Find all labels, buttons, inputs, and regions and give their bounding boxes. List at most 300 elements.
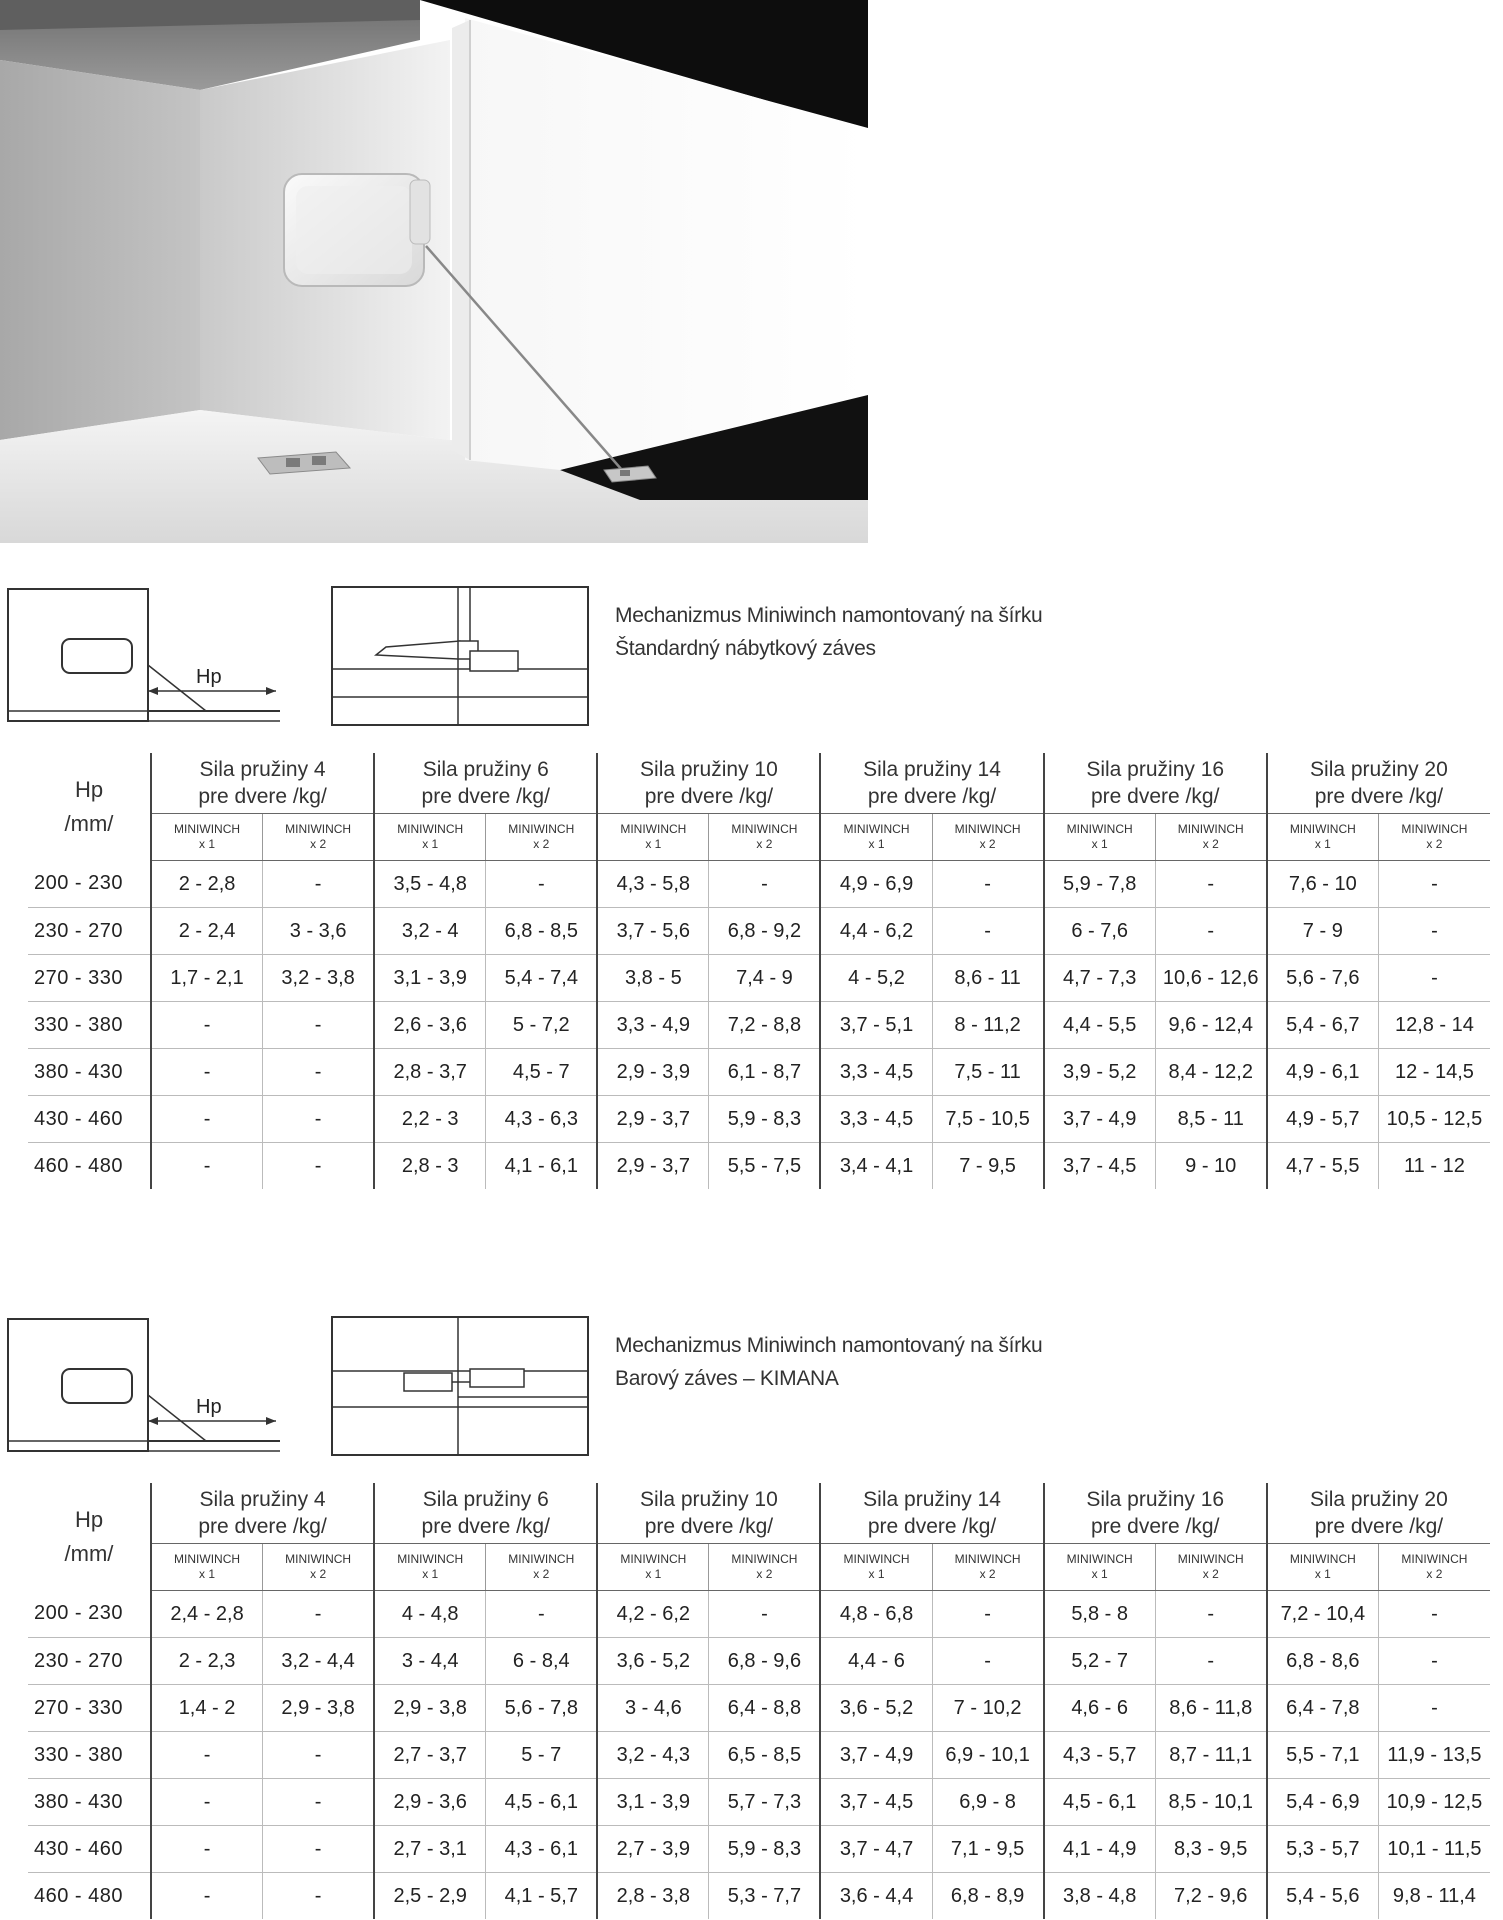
spring-group-header bbox=[597, 753, 820, 814]
force-value-cell: 6,1 - 8,7 bbox=[709, 1049, 821, 1096]
force-value-cell: 6,4 - 8,8 bbox=[709, 1685, 821, 1732]
sub-mult: x 2 bbox=[756, 1567, 773, 1581]
force-value-cell: 3,4 - 4,1 bbox=[820, 1143, 932, 1190]
force-value-cell: 8,6 - 11 bbox=[932, 955, 1044, 1002]
force-value-cell: 6,4 - 7,8 bbox=[1267, 1685, 1379, 1732]
sub-mult: x 1 bbox=[1314, 1567, 1331, 1581]
force-value-cell: 4,4 - 5,5 bbox=[1044, 1002, 1156, 1049]
group-header-row bbox=[28, 753, 1490, 814]
force-value-cell: - bbox=[263, 1873, 375, 1920]
hp-diagram-label: Hp bbox=[196, 1396, 222, 1418]
spring-force-table bbox=[28, 753, 1490, 1189]
sub-mult: x 2 bbox=[979, 1567, 996, 1581]
group-subtitle: pre dvere /kg/ bbox=[421, 785, 550, 808]
force-value-cell: 3,5 - 4,8 bbox=[374, 861, 486, 908]
force-value-cell: 7,5 - 11 bbox=[932, 1049, 1044, 1096]
miniwinch-x1-header bbox=[820, 1544, 932, 1591]
force-value-cell: 10,1 - 11,5 bbox=[1378, 1826, 1490, 1873]
section-caption bbox=[615, 1329, 1042, 1395]
sub-name: MINIWINCH bbox=[1066, 822, 1133, 836]
force-value-cell: 5,4 - 7,4 bbox=[486, 955, 598, 1002]
miniwinch-x2-header bbox=[1155, 814, 1267, 861]
force-value-cell: 2,7 - 3,7 bbox=[374, 1732, 486, 1779]
spring-group-header bbox=[1044, 1483, 1267, 1544]
miniwinch-x1-header bbox=[1267, 1544, 1379, 1591]
force-value-cell: - bbox=[1378, 955, 1490, 1002]
spring-group-header bbox=[151, 753, 374, 814]
force-value-cell: 2 - 2,8 bbox=[151, 861, 263, 908]
sub-name: MINIWINCH bbox=[1289, 1552, 1356, 1566]
force-value-cell: 4 - 4,8 bbox=[374, 1591, 486, 1638]
hp-range-cell: 380 - 430 bbox=[28, 1779, 151, 1826]
group-title: Sila pružiny 20 bbox=[1310, 1488, 1448, 1511]
force-value-cell: 3,6 - 5,2 bbox=[597, 1638, 709, 1685]
force-value-cell: 8,5 - 11 bbox=[1155, 1096, 1267, 1143]
miniwinch-x1-header bbox=[597, 1544, 709, 1591]
sub-mult: x 1 bbox=[1091, 1567, 1108, 1581]
force-value-cell: - bbox=[263, 1143, 375, 1190]
force-value-cell: 8,6 - 11,8 bbox=[1155, 1685, 1267, 1732]
miniwinch-x1-header bbox=[374, 1544, 486, 1591]
table-row bbox=[28, 1049, 1490, 1096]
force-value-cell: 2,9 - 3,8 bbox=[374, 1685, 486, 1732]
force-value-cell: 3,2 - 4,4 bbox=[263, 1638, 375, 1685]
force-value-cell: 3,7 - 4,5 bbox=[820, 1779, 932, 1826]
force-value-cell: 9,6 - 12,4 bbox=[1155, 1002, 1267, 1049]
table-row bbox=[28, 1591, 1490, 1638]
hp-range-cell: 270 - 330 bbox=[28, 955, 151, 1002]
force-value-cell: - bbox=[709, 1591, 821, 1638]
table-row bbox=[28, 1779, 1490, 1826]
spring-group-header bbox=[597, 1483, 820, 1544]
miniwinch-x2-header bbox=[486, 814, 598, 861]
force-value-cell: 4,4 - 6 bbox=[820, 1638, 932, 1685]
spring-group-header bbox=[1267, 753, 1490, 814]
force-value-cell: 6 - 8,4 bbox=[486, 1638, 598, 1685]
group-subtitle: pre dvere /kg/ bbox=[867, 1515, 997, 1538]
force-value-cell: 5,7 - 7,3 bbox=[709, 1779, 821, 1826]
force-value-cell: - bbox=[1155, 1638, 1267, 1685]
force-value-cell: 5,6 - 7,6 bbox=[1267, 955, 1379, 1002]
force-value-cell: 4,5 - 6,1 bbox=[1044, 1779, 1156, 1826]
force-value-cell: 3,1 - 3,9 bbox=[597, 1779, 709, 1826]
group-title: Sila pružiny 4 bbox=[199, 758, 326, 781]
sub-name: MINIWINCH bbox=[1066, 1552, 1133, 1566]
force-value-cell: - bbox=[263, 1049, 375, 1096]
force-value-cell: - bbox=[932, 908, 1044, 955]
miniwinch-x2-header bbox=[709, 1544, 821, 1591]
sub-name: MINIWINCH bbox=[731, 1552, 798, 1566]
miniwinch-x2-header bbox=[1378, 814, 1490, 861]
force-value-cell: 7 - 9 bbox=[1267, 908, 1379, 955]
unit-label: /mm/ bbox=[64, 1540, 114, 1566]
group-title: Sila pružiny 20 bbox=[1310, 758, 1448, 781]
sub-mult: x 1 bbox=[645, 1567, 662, 1581]
force-value-cell: 3,7 - 4,5 bbox=[1044, 1143, 1156, 1190]
group-title: Sila pružiny 10 bbox=[640, 1488, 778, 1511]
miniwinch-x2-header bbox=[932, 814, 1044, 861]
force-value-cell: 3,2 - 3,8 bbox=[263, 955, 375, 1002]
force-value-cell: 1,4 - 2 bbox=[151, 1685, 263, 1732]
force-value-cell: 2 - 2,4 bbox=[151, 908, 263, 955]
force-value-cell: 6,5 - 8,5 bbox=[709, 1732, 821, 1779]
hp-range-cell: 200 - 230 bbox=[28, 861, 151, 908]
sub-name: MINIWINCH bbox=[174, 1552, 241, 1566]
group-title: Sila pružiny 6 bbox=[422, 758, 549, 781]
force-value-cell: 4,4 - 6,2 bbox=[820, 908, 932, 955]
force-value-cell: 1,7 - 2,1 bbox=[151, 955, 263, 1002]
force-value-cell: - bbox=[151, 1732, 263, 1779]
force-value-cell: 3,6 - 4,4 bbox=[820, 1873, 932, 1920]
group-title: Sila pružiny 4 bbox=[199, 1488, 326, 1511]
force-value-cell: 6,9 - 8 bbox=[932, 1779, 1044, 1826]
force-value-cell: - bbox=[263, 1732, 375, 1779]
force-value-cell: 5,8 - 8 bbox=[1044, 1591, 1156, 1638]
force-value-cell: 5,2 - 7 bbox=[1044, 1638, 1156, 1685]
sub-name: MINIWINCH bbox=[508, 1552, 575, 1566]
force-value-cell: - bbox=[263, 1591, 375, 1638]
group-subtitle: pre dvere /kg/ bbox=[198, 785, 327, 808]
hp-range-cell: 460 - 480 bbox=[34, 1884, 124, 1907]
force-value-cell: - bbox=[151, 1096, 263, 1143]
sub-mult: x 2 bbox=[979, 837, 996, 851]
force-value-cell: 2,7 - 3,1 bbox=[374, 1826, 486, 1873]
force-value-cell: 6,8 - 9,6 bbox=[709, 1638, 821, 1685]
spring-group-header bbox=[1267, 1483, 1490, 1544]
sub-mult: x 2 bbox=[533, 1567, 550, 1581]
group-title: Sila pružiny 14 bbox=[863, 758, 1001, 781]
group-subtitle: pre dvere /kg/ bbox=[644, 785, 774, 808]
force-value-cell: 5,4 - 5,6 bbox=[1267, 1873, 1379, 1920]
force-value-cell: 3,2 - 4 bbox=[374, 908, 486, 955]
subheader-row bbox=[28, 1544, 1490, 1591]
hp-header bbox=[28, 753, 151, 861]
miniwinch-x2-header bbox=[1155, 1544, 1267, 1591]
force-value-cell: - bbox=[263, 1826, 375, 1873]
force-value-cell: 3,9 - 5,2 bbox=[1044, 1049, 1156, 1096]
force-value-cell: 4,7 - 5,5 bbox=[1267, 1143, 1379, 1190]
force-value-cell: 6,8 - 8,9 bbox=[932, 1873, 1044, 1920]
sub-name: MINIWINCH bbox=[508, 822, 575, 836]
force-value-cell: - bbox=[1378, 1591, 1490, 1638]
force-value-cell: 5,6 - 7,8 bbox=[486, 1685, 598, 1732]
sub-mult: x 1 bbox=[1091, 837, 1108, 851]
force-value-cell: 3,6 - 5,2 bbox=[820, 1685, 932, 1732]
group-subtitle: pre dvere /kg/ bbox=[421, 1515, 550, 1538]
force-value-cell: 10,6 - 12,6 bbox=[1155, 955, 1267, 1002]
spring-table bbox=[28, 1483, 1490, 1919]
force-value-cell: 2 - 2,3 bbox=[151, 1638, 263, 1685]
force-value-cell: 5,3 - 5,7 bbox=[1267, 1826, 1379, 1873]
subheader-row bbox=[28, 814, 1490, 861]
force-value-cell: - bbox=[1378, 861, 1490, 908]
sub-name: MINIWINCH bbox=[843, 1552, 910, 1566]
spring-group-header bbox=[374, 1483, 597, 1544]
spring-group-header bbox=[374, 753, 597, 814]
force-value-cell: 3,2 - 4,3 bbox=[597, 1732, 709, 1779]
force-value-cell: - bbox=[151, 1779, 263, 1826]
sub-name: MINIWINCH bbox=[954, 1552, 1021, 1566]
sub-mult: x 1 bbox=[199, 837, 216, 851]
force-value-cell: 7,2 - 9,6 bbox=[1155, 1873, 1267, 1920]
force-value-cell: 3,7 - 5,1 bbox=[820, 1002, 932, 1049]
miniwinch-x2-header bbox=[486, 1544, 598, 1591]
sub-name: MINIWINCH bbox=[174, 822, 241, 836]
hp-diagram-label: Hp bbox=[196, 666, 222, 688]
group-subtitle: pre dvere /kg/ bbox=[867, 785, 997, 808]
miniwinch-x1-header bbox=[1044, 814, 1156, 861]
group-title: Sila pružiny 10 bbox=[640, 758, 778, 781]
force-value-cell: - bbox=[932, 861, 1044, 908]
sub-mult: x 2 bbox=[1426, 1567, 1443, 1581]
sub-name: MINIWINCH bbox=[397, 1552, 464, 1566]
force-value-cell: 3,7 - 5,6 bbox=[597, 908, 709, 955]
group-subtitle: pre dvere /kg/ bbox=[1314, 785, 1444, 808]
group-subtitle: pre dvere /kg/ bbox=[1091, 1515, 1220, 1538]
group-subtitle: pre dvere /kg/ bbox=[1314, 1515, 1444, 1538]
force-value-cell: 4,3 - 6,1 bbox=[486, 1826, 598, 1873]
sub-mult: x 1 bbox=[1314, 837, 1331, 851]
sub-mult: x 1 bbox=[422, 837, 439, 851]
force-value-cell: - bbox=[932, 1638, 1044, 1685]
caption-line-1: Mechanizmus Miniwinch namontovaný na šírku bbox=[615, 604, 1043, 627]
group-title: Sila pružiny 16 bbox=[1086, 1488, 1225, 1511]
force-value-cell: 4,1 - 4,9 bbox=[1044, 1826, 1156, 1873]
force-value-cell: 11 - 12 bbox=[1378, 1143, 1490, 1190]
force-value-cell: 7,6 - 10 bbox=[1267, 861, 1379, 908]
group-header-row bbox=[28, 1483, 1490, 1544]
force-value-cell: 4,1 - 6,1 bbox=[486, 1143, 598, 1190]
force-value-cell: 7 - 10,2 bbox=[932, 1685, 1044, 1732]
sub-mult: x 1 bbox=[868, 1567, 885, 1581]
miniwinch-x1-header bbox=[1044, 1544, 1156, 1591]
force-value-cell: - bbox=[263, 1096, 375, 1143]
force-value-cell: 6,8 - 9,2 bbox=[709, 908, 821, 955]
force-value-cell: - bbox=[1155, 861, 1267, 908]
sub-mult: x 2 bbox=[1426, 837, 1443, 851]
force-value-cell: 3 - 4,6 bbox=[597, 1685, 709, 1732]
force-value-cell: - bbox=[151, 1873, 263, 1920]
spring-group-header bbox=[820, 753, 1043, 814]
force-value-cell: 5,9 - 8,3 bbox=[709, 1826, 821, 1873]
force-value-cell: 3,7 - 4,7 bbox=[820, 1826, 932, 1873]
miniwinch-x2-header bbox=[709, 814, 821, 861]
force-value-cell: - bbox=[151, 1143, 263, 1190]
force-value-cell: 6 - 7,6 bbox=[1044, 908, 1156, 955]
group-title: Sila pružiny 14 bbox=[863, 1488, 1001, 1511]
force-value-cell: 5,4 - 6,9 bbox=[1267, 1779, 1379, 1826]
sub-mult: x 1 bbox=[645, 837, 662, 851]
force-value-cell: - bbox=[1155, 1591, 1267, 1638]
force-value-cell: 5,4 - 6,7 bbox=[1267, 1002, 1379, 1049]
miniwinch-x2-header bbox=[263, 814, 375, 861]
force-value-cell: 8 - 11,2 bbox=[932, 1002, 1044, 1049]
force-value-cell: 6,8 - 8,5 bbox=[486, 908, 598, 955]
force-value-cell: 7 - 9,5 bbox=[932, 1143, 1044, 1190]
force-value-cell: 7,5 - 10,5 bbox=[932, 1096, 1044, 1143]
cabinet-hp-diagram bbox=[4, 585, 280, 727]
force-value-cell: 9,8 - 11,4 bbox=[1378, 1873, 1490, 1920]
miniwinch-x1-header bbox=[151, 1544, 263, 1591]
force-value-cell: 4,3 - 5,7 bbox=[1044, 1732, 1156, 1779]
force-value-cell: 4,8 - 6,8 bbox=[820, 1591, 932, 1638]
force-value-cell: 11,9 - 13,5 bbox=[1378, 1732, 1490, 1779]
hp-label: Hp bbox=[74, 1506, 104, 1532]
sub-mult: x 1 bbox=[868, 837, 885, 851]
hp-range-cell: 380 - 430 bbox=[28, 1049, 151, 1096]
force-value-cell: 4 - 5,2 bbox=[820, 955, 932, 1002]
sub-name: MINIWINCH bbox=[397, 822, 464, 836]
force-value-cell: 8,5 - 10,1 bbox=[1155, 1779, 1267, 1826]
force-value-cell: - bbox=[151, 1002, 263, 1049]
cabinet-hp-diagram bbox=[4, 1315, 280, 1457]
force-value-cell: 4,1 - 5,7 bbox=[486, 1873, 598, 1920]
sub-name: MINIWINCH bbox=[1177, 822, 1244, 836]
sub-name: MINIWINCH bbox=[1177, 1552, 1244, 1566]
force-value-cell: 2,9 - 3,7 bbox=[597, 1096, 709, 1143]
force-value-cell: 7,2 - 10,4 bbox=[1267, 1591, 1379, 1638]
force-value-cell: 4,9 - 6,9 bbox=[820, 861, 932, 908]
table-row bbox=[28, 955, 1490, 1002]
force-value-cell: 4,5 - 7 bbox=[486, 1049, 598, 1096]
force-value-cell: - bbox=[709, 861, 821, 908]
caption-line-1: Mechanizmus Miniwinch namontovaný na šírku bbox=[615, 1334, 1043, 1357]
table-row bbox=[28, 1685, 1490, 1732]
spring-table bbox=[28, 753, 1490, 1189]
force-value-cell: 2,2 - 3 bbox=[374, 1096, 486, 1143]
force-value-cell: 2,5 - 2,9 bbox=[374, 1873, 486, 1920]
hp-header bbox=[28, 1483, 151, 1591]
group-title: Sila pružiny 16 bbox=[1086, 758, 1225, 781]
force-value-cell: 5 - 7 bbox=[486, 1732, 598, 1779]
caption-line-2: Barový záves – KIMANA bbox=[615, 1367, 839, 1390]
group-subtitle: pre dvere /kg/ bbox=[644, 1515, 774, 1538]
force-value-cell: 12 - 14,5 bbox=[1378, 1049, 1490, 1096]
force-value-cell: 8,3 - 9,5 bbox=[1155, 1826, 1267, 1873]
sub-mult: x 2 bbox=[1202, 1567, 1219, 1581]
sub-name: MINIWINCH bbox=[620, 1552, 687, 1566]
force-value-cell: 10,5 - 12,5 bbox=[1378, 1096, 1490, 1143]
force-value-cell: 4,6 - 6 bbox=[1044, 1685, 1156, 1732]
force-value-cell: 12,8 - 14 bbox=[1378, 1002, 1490, 1049]
table-row bbox=[28, 1826, 1490, 1873]
force-value-cell: 10,9 - 12,5 bbox=[1378, 1779, 1490, 1826]
spring-group-header bbox=[151, 1483, 374, 1544]
force-value-cell: 5 - 7,2 bbox=[486, 1002, 598, 1049]
spring-group-header bbox=[820, 1483, 1043, 1544]
force-value-cell: 5,5 - 7,1 bbox=[1267, 1732, 1379, 1779]
force-value-cell: 4,7 - 7,3 bbox=[1044, 955, 1156, 1002]
force-value-cell: 2,8 - 3 bbox=[374, 1143, 486, 1190]
force-value-cell: 2,6 - 3,6 bbox=[374, 1002, 486, 1049]
force-value-cell: 3,7 - 4,9 bbox=[820, 1732, 932, 1779]
spring-group-header bbox=[1044, 753, 1267, 814]
force-value-cell: 2,7 - 3,9 bbox=[597, 1826, 709, 1873]
group-title: Sila pružiny 6 bbox=[422, 1488, 549, 1511]
force-value-cell: - bbox=[1378, 908, 1490, 955]
sub-mult: x 2 bbox=[1202, 837, 1219, 851]
force-value-cell: - bbox=[1378, 1685, 1490, 1732]
table-row bbox=[28, 1143, 1490, 1190]
force-value-cell: 8,4 - 12,2 bbox=[1155, 1049, 1267, 1096]
unit-label: /mm/ bbox=[64, 810, 114, 836]
force-value-cell: - bbox=[151, 1826, 263, 1873]
hp-range-cell: 270 - 330 bbox=[28, 1685, 151, 1732]
miniwinch-x1-header bbox=[374, 814, 486, 861]
table-row bbox=[28, 1638, 1490, 1685]
force-value-cell: 2,9 - 3,9 bbox=[597, 1049, 709, 1096]
force-value-cell: 4,5 - 6,1 bbox=[486, 1779, 598, 1826]
hp-label: Hp bbox=[74, 776, 104, 802]
force-value-cell: 4,9 - 5,7 bbox=[1267, 1096, 1379, 1143]
hp-range-cell: 430 - 460 bbox=[28, 1826, 151, 1873]
force-value-cell: 3,8 - 5 bbox=[597, 955, 709, 1002]
sub-name: MINIWINCH bbox=[954, 822, 1021, 836]
sub-name: MINIWINCH bbox=[285, 1552, 352, 1566]
force-value-cell: 4,9 - 6,1 bbox=[1267, 1049, 1379, 1096]
force-value-cell: 3,1 - 3,9 bbox=[374, 955, 486, 1002]
sub-name: MINIWINCH bbox=[843, 822, 910, 836]
table-row bbox=[28, 908, 1490, 955]
sub-name: MINIWINCH bbox=[731, 822, 798, 836]
force-value-cell: 3,3 - 4,9 bbox=[597, 1002, 709, 1049]
force-value-cell: 4,2 - 6,2 bbox=[597, 1591, 709, 1638]
force-value-cell: 2,4 - 2,8 bbox=[151, 1591, 263, 1638]
sub-name: MINIWINCH bbox=[620, 822, 687, 836]
sub-name: MINIWINCH bbox=[1289, 822, 1356, 836]
hp-range-cell: 460 - 480 bbox=[34, 1154, 124, 1177]
section-caption bbox=[615, 599, 1042, 665]
force-value-cell: - bbox=[1155, 908, 1267, 955]
miniwinch-x2-header bbox=[263, 1544, 375, 1591]
hp-range-cell: 200 - 230 bbox=[28, 1591, 151, 1638]
force-value-cell: 9 - 10 bbox=[1155, 1143, 1267, 1190]
cabinet-photo bbox=[0, 0, 868, 543]
miniwinch-x2-header bbox=[932, 1544, 1044, 1591]
force-value-cell: 3,3 - 4,5 bbox=[820, 1096, 932, 1143]
force-value-cell: - bbox=[151, 1049, 263, 1096]
force-value-cell: - bbox=[486, 1591, 598, 1638]
hp-range-cell: 430 - 460 bbox=[28, 1096, 151, 1143]
force-value-cell: 5,9 - 7,8 bbox=[1044, 861, 1156, 908]
bar-hinge-diagram bbox=[330, 1315, 590, 1457]
caption-line-2: Štandardný nábytkový záves bbox=[615, 637, 876, 660]
force-value-cell: 7,4 - 9 bbox=[709, 955, 821, 1002]
force-value-cell: 6,9 - 10,1 bbox=[932, 1732, 1044, 1779]
force-value-cell: 2,8 - 3,7 bbox=[374, 1049, 486, 1096]
force-value-cell: 4,3 - 5,8 bbox=[597, 861, 709, 908]
force-value-cell: 2,9 - 3,7 bbox=[597, 1143, 709, 1190]
hp-range-cell: 330 - 380 bbox=[28, 1732, 151, 1779]
force-value-cell: 8,7 - 11,1 bbox=[1155, 1732, 1267, 1779]
sub-name: MINIWINCH bbox=[285, 822, 352, 836]
force-value-cell: 5,5 - 7,5 bbox=[709, 1143, 821, 1190]
sub-mult: x 2 bbox=[310, 837, 327, 851]
miniwinch-x1-header bbox=[1267, 814, 1379, 861]
force-value-cell: - bbox=[263, 1002, 375, 1049]
force-value-cell: - bbox=[263, 1779, 375, 1826]
standard-hinge-diagram bbox=[330, 585, 590, 727]
table-row bbox=[28, 861, 1490, 908]
sub-mult: x 2 bbox=[756, 837, 773, 851]
miniwinch-box bbox=[284, 174, 430, 286]
table-row bbox=[28, 1002, 1490, 1049]
force-value-cell: - bbox=[486, 861, 598, 908]
force-value-cell: 3,3 - 4,5 bbox=[820, 1049, 932, 1096]
hp-range-cell: 230 - 270 bbox=[28, 1638, 151, 1685]
force-value-cell: - bbox=[932, 1591, 1044, 1638]
hp-range-cell: 230 - 270 bbox=[28, 908, 151, 955]
